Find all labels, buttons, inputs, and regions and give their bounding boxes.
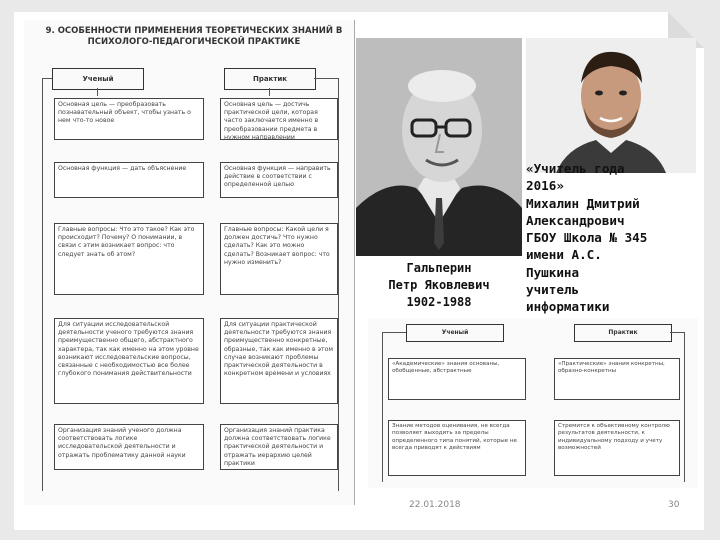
row1-practitioner: Основная цель — достичь практической цели, которая часто заключается именно в преобразовании предмета в нужном направлении	[220, 98, 338, 140]
mini-row1-scientist: «Академические» знания основаны, обобщенные, абстрактные	[388, 358, 526, 400]
caption-galperin-name: Петр Яковлевич	[388, 278, 490, 292]
slide-number: 30	[668, 500, 680, 510]
row4-scientist: Для ситуации исследовательской деятельности ученого требуются знания преимущественно общего, абстрактного характера, так как именно на этом уровне возникают исследовательские вопросы, связанные с необходимостью все более глубокого понимания действительности	[54, 318, 204, 404]
mini-header-practitioner: Практик	[574, 324, 672, 342]
mini-header-scientist: Ученый	[406, 324, 504, 342]
caption-galperin	[356, 260, 522, 311]
caption-galperin-years: 1902-1988	[406, 295, 472, 309]
row5-scientist: Организация знаний ученого должна соответствовать логике исследовательской деятельности и отражать проблематику данной науки	[54, 424, 204, 470]
scanned-table-page	[24, 20, 355, 505]
scanned-mini-diagram	[368, 318, 698, 488]
portrait-galperin	[356, 38, 522, 256]
header-practitioner: Практик	[224, 68, 316, 90]
caption-mikhalin: «Учитель года 2016» Михалин Дмитрий Александрович ГБОУ Школа № 345 имени А.С. Пушкина учитель информатики	[526, 161, 648, 315]
row1-scientist: Основная цель — преобразовать познавательный объект, чтобы узнать о нем что-то новое	[54, 98, 204, 140]
portrait-mikhalin	[526, 38, 696, 173]
row3-practitioner: Главные вопросы: Какой цели я должен достичь? Что нужно сделать? Как это можно сделать? Возникает вопрос: что нужно изменить?	[220, 223, 338, 295]
header-scientist: Ученый	[52, 68, 144, 90]
row2-scientist: Основная функция — дать объяснение	[54, 162, 204, 198]
row4-practitioner: Для ситуации практической деятельности требуются знания преимущественно конкретные, образные, так как именно в этом случае возникают проблемы практической деятельности в конкретном времени и условиях	[220, 318, 338, 404]
mini-row1-practitioner: «Практические» знания конкретны, образно-конкретны	[554, 358, 680, 400]
slide-date: 22.01.2018	[409, 500, 461, 510]
row5-practitioner: Организация знаний практика должна соответствовать логике практической деятельности и отражать иерархию целей практики	[220, 424, 338, 470]
scan-title: 9. ОСОБЕННОСТИ ПРИМЕНЕНИЯ ТЕОРЕТИЧЕСКИХ ЗНАНИЙ В ПСИХОЛОГО-ПЕДАГОГИЧЕСКОЙ ПРАКТИКЕ	[45, 26, 343, 47]
caption-galperin-surname: Гальперин	[406, 261, 472, 275]
row2-practitioner: Основная функция — направить действие в соответствии с определенной целью	[220, 162, 338, 198]
row3-scientist: Главные вопросы: Что это такое? Как это происходит? Почему? О понимании, в связи с этим возникает вопрос: что следует знать об этом?	[54, 223, 204, 295]
mini-row2-practitioner: Стремится к объективному контролю результатов деятельности, к индивидуальному подходу и учету возможностей	[554, 420, 680, 476]
slide	[14, 12, 704, 530]
mini-row2-scientist: Знание методов оценивания, не всегда позволяет выходить за пределы определенного типа понятий, которые не всегда приводят к действиям	[388, 420, 526, 476]
